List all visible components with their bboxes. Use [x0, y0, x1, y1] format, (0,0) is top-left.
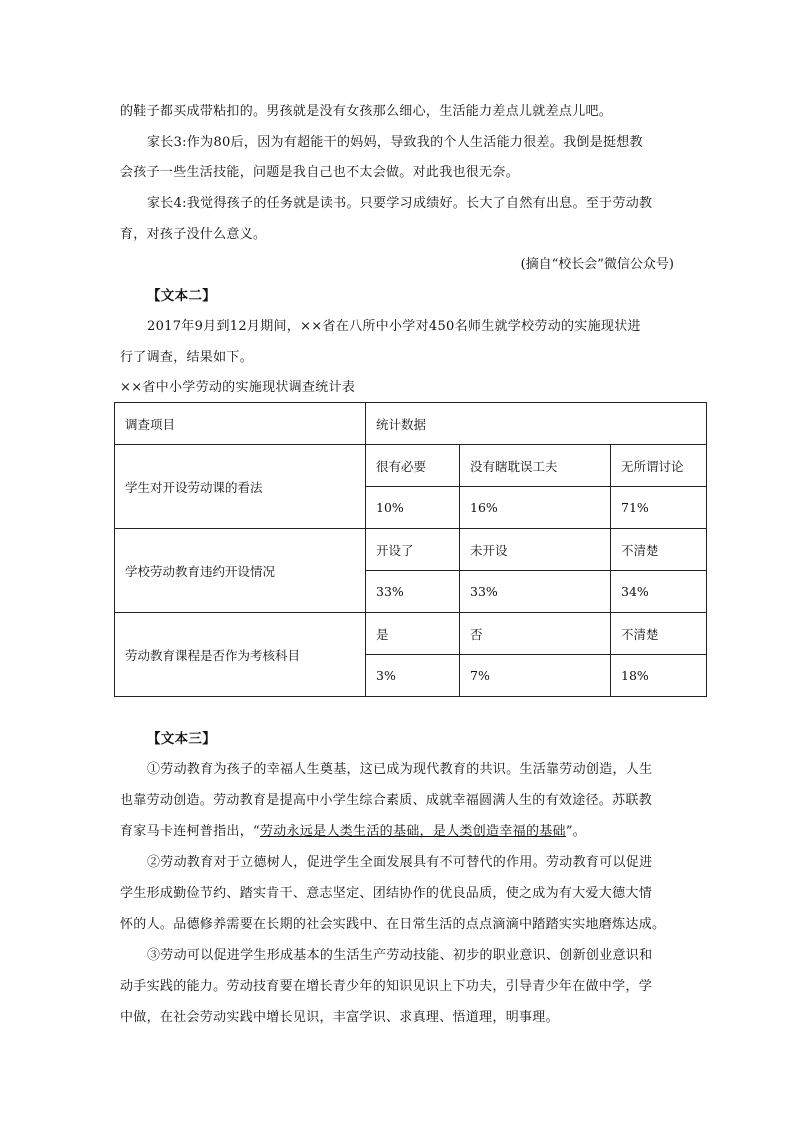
table-header-row — [115, 403, 707, 445]
table-title: ××省中小学劳动的实施现状调查统计表 — [120, 380, 356, 395]
quote-close: ”。 — [565, 824, 587, 839]
header-cell: 统计数据 — [366, 403, 707, 445]
paragraph-line — [120, 820, 586, 839]
paragraph-line: 会孩子一些生活技能，问题是我自己也不太会做。对此我也很无奈。 — [120, 165, 520, 180]
paragraph-line: 动手实践的能力。劳动技育要在增长青少年的知识见识上下功夫，引导青少年在做中学，学 — [120, 979, 653, 994]
paragraph-line: ③劳动可以促进学生形成基本的生活生产劳动技能、初步的职业意识、创新创业意识和 — [147, 948, 653, 963]
paragraph-line: 2017年9月到12月期间，××省在八所中小学对450名师生就学校劳动的实施现状进 — [147, 319, 641, 334]
table-row — [115, 445, 707, 487]
value-cell: 34% — [611, 571, 707, 613]
value-cell: 33% — [460, 571, 611, 613]
underlined-quote: 劳动永远是人类生活的基础，是人类创造幸福的基础 — [259, 824, 566, 839]
quote-lead: 育家马卡连柯普指出，“ — [120, 824, 260, 839]
option-cell: 不清楚 — [611, 529, 707, 571]
value-cell: 10% — [366, 487, 460, 529]
paragraph-line: 中做，在社会劳动实践中增长见识，丰富学识、求真理、悟道理，明事理。 — [120, 1010, 559, 1025]
paragraph-line: 家长4:我觉得孩子的任务就是读书。只要学习成绩好。长大了自然有出息。至于劳动教 — [147, 196, 653, 211]
section-heading: 【文本三】 — [147, 731, 216, 747]
survey-table — [114, 402, 707, 697]
value-cell: 18% — [611, 655, 707, 697]
value-cell: 3% — [366, 655, 460, 697]
option-cell: 未开设 — [460, 529, 611, 571]
option-cell: 开设了 — [366, 529, 460, 571]
item-cell: 学生对开设劳动课的看法 — [115, 445, 366, 529]
option-cell: 无所谓讨论 — [611, 445, 707, 487]
item-cell: 学校劳动教育违约开设情况 — [115, 529, 366, 613]
value-cell: 33% — [366, 571, 460, 613]
section-heading: 【文本二】 — [147, 288, 216, 304]
option-cell: 没有瞎耽误工夫 — [460, 445, 611, 487]
option-cell: 是 — [366, 613, 460, 655]
paragraph-line: ①劳动教育为孩子的幸福人生奠基，这已成为现代教育的共识。生活靠劳动创造，人生 — [147, 762, 653, 777]
table-row — [115, 529, 707, 571]
paragraph-line: 学生形成勤俭节约、踏实肯干、意志坚定、团结协作的优良品质，使之成为有大爱大德大情 — [120, 886, 653, 901]
paragraph-line: 行了调查，结果如下。 — [120, 350, 254, 365]
option-cell: 不清楚 — [611, 613, 707, 655]
value-cell: 16% — [460, 487, 611, 529]
paragraph-line: 育，对孩子没什么意义。 — [120, 227, 267, 242]
value-cell: 7% — [460, 655, 611, 697]
source-citation: (摘自“校长会”微信公众号) — [520, 257, 674, 272]
item-cell: 劳动教育课程是否作为考核科目 — [115, 613, 366, 697]
paragraph-line: ②劳动教育对于立德树人，促进学生全面发展具有不可替代的作用。劳动教育可以促进 — [147, 855, 653, 870]
option-cell: 很有必要 — [366, 445, 460, 487]
value-cell: 71% — [611, 487, 707, 529]
table-row — [115, 613, 707, 655]
option-cell: 否 — [460, 613, 611, 655]
paragraph-line: 家长3:作为80后，因为有超能干的妈妈，导致我的个人生活能力很差。我倒是挺想教 — [147, 135, 643, 150]
paragraph-line: 也靠劳动创造。劳动教育是提高中小学生综合素质、成就幸福圆满人生的有效途径。苏联教 — [120, 793, 653, 808]
paragraph-line: 的鞋子都买成带粘扣的。男孩就是没有女孩那么细心，生活能力差点儿就差点儿吧。 — [120, 104, 613, 119]
header-cell: 调查项目 — [115, 403, 366, 445]
paragraph-line: 怀的人。品德修养需要在长期的社会实践中、在日常生活的点点滴滴中踏踏实实地磨炼达成。 — [120, 917, 666, 932]
